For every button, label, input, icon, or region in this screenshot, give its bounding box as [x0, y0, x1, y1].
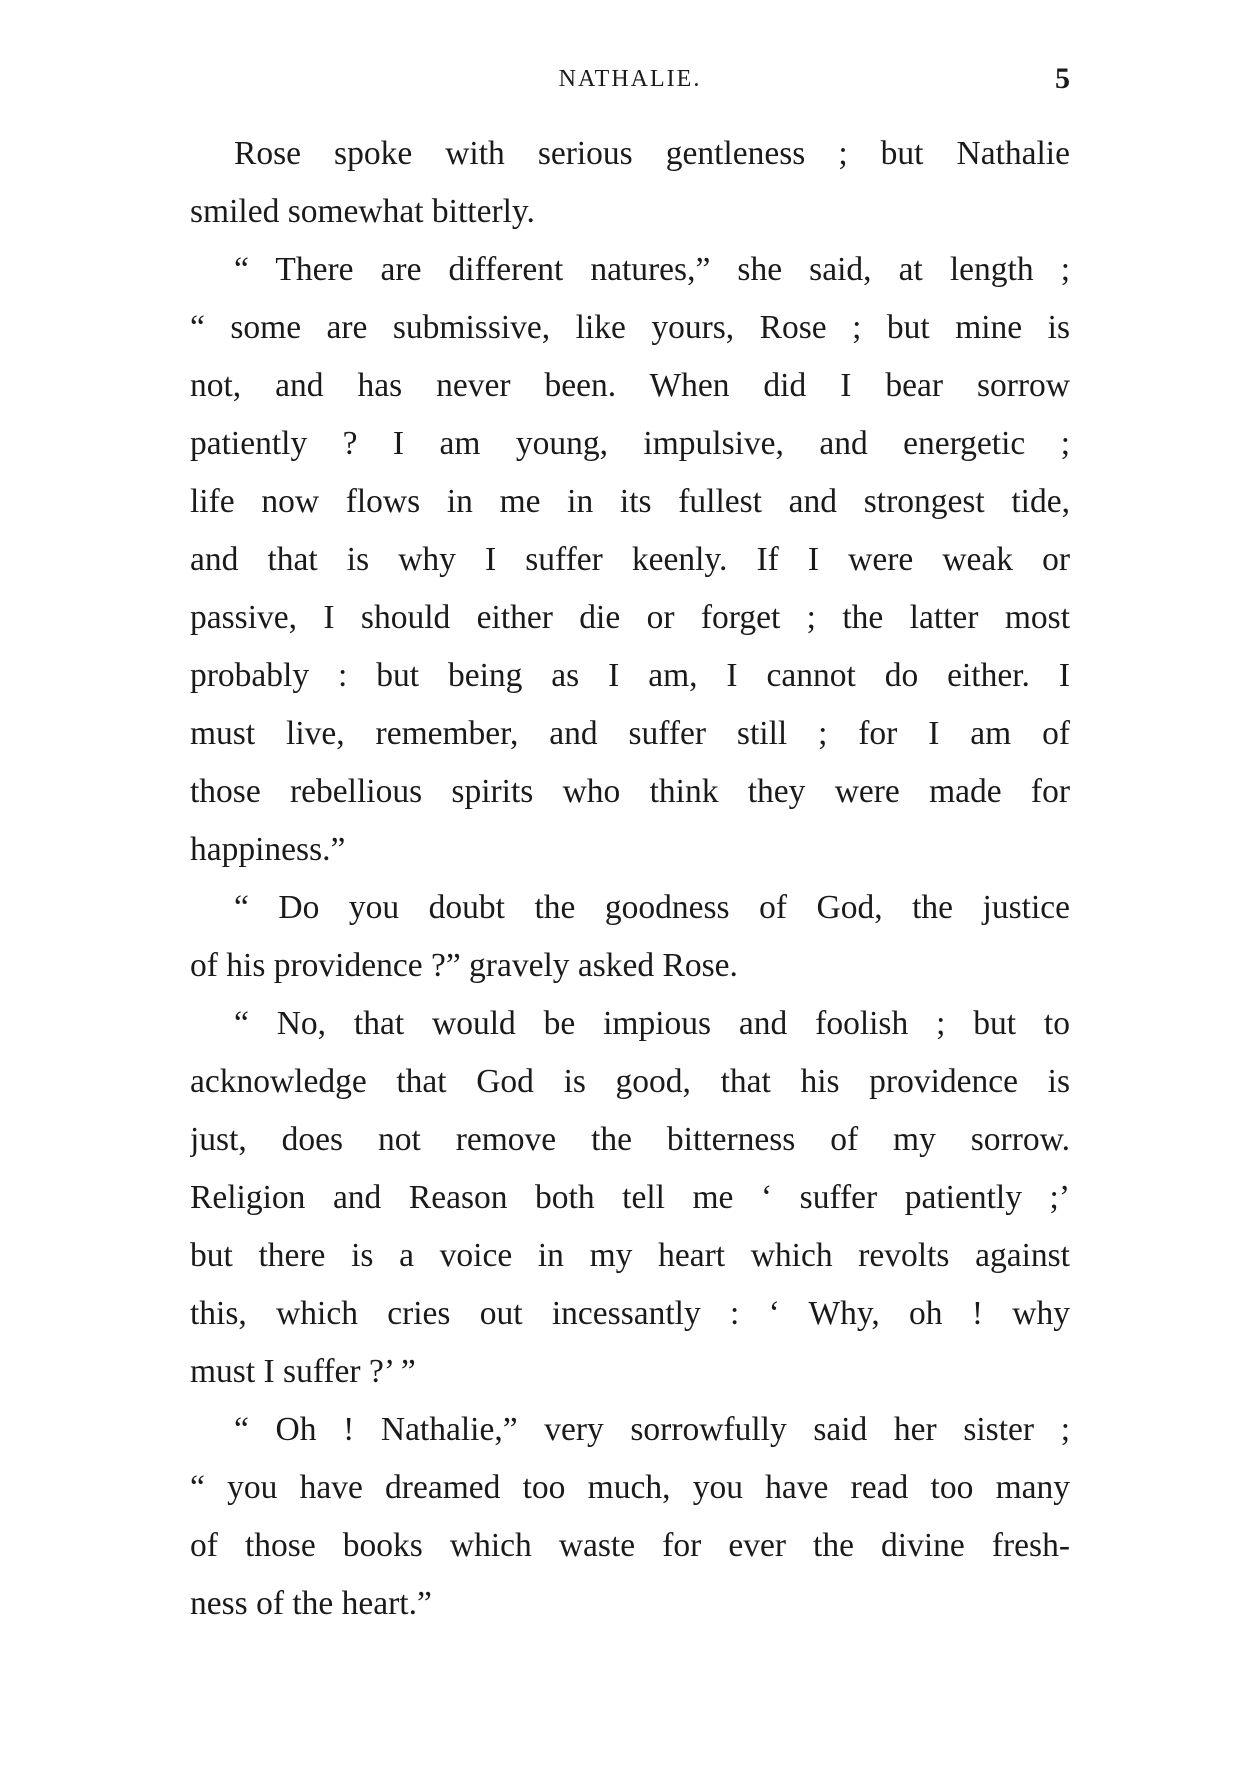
- text-line: Religion and Reason both tell me ‘ suffer patiently ;’: [190, 1179, 1070, 1216]
- text-line: Rose spoke with serious gentleness ; but Nathalie: [234, 135, 1070, 172]
- text-line: “ Do you doubt the goodness of God, the justice: [234, 889, 1070, 926]
- text-line: not, and has never been. When did I bear sorrow: [190, 367, 1070, 404]
- text-line: “ No, that would be impious and foolish ; but to: [234, 1005, 1070, 1042]
- body-text: [190, 125, 1070, 1633]
- text-line: this, which cries out incessantly : ‘ Why, oh ! why: [190, 1295, 1070, 1332]
- text-line: those rebellious spirits who think they were made for: [190, 773, 1070, 810]
- running-title: NATHALIE.: [558, 66, 702, 92]
- text-line: just, does not remove the bitterness of my sorrow.: [190, 1121, 1070, 1158]
- text-line: must I suffer ?’ ”: [190, 1353, 416, 1390]
- text-line: passive, I should either die or forget ; the latter most: [190, 599, 1070, 636]
- text-line: happiness.”: [190, 831, 346, 868]
- text-line: “ Oh ! Nathalie,” very sorrowfully said her sister ;: [234, 1411, 1070, 1448]
- text-line: patiently ? I am young, impulsive, and energetic ;: [190, 425, 1070, 462]
- text-line: and that is why I suffer keenly. If I were weak or: [190, 541, 1070, 578]
- text-line: ness of the heart.”: [190, 1585, 432, 1622]
- text-line: probably : but being as I am, I cannot do either. I: [190, 657, 1070, 694]
- text-line: “ you have dreamed too much, you have read too many: [190, 1469, 1070, 1506]
- text-line: acknowledge that God is good, that his providence is: [190, 1063, 1070, 1100]
- text-line: life now flows in me in its fullest and strongest tide,: [190, 483, 1070, 520]
- running-head: [190, 62, 1070, 102]
- text-line: “ There are different natures,” she said, at length ;: [234, 251, 1070, 288]
- text-line: “ some are submissive, like yours, Rose ; but mine is: [190, 309, 1070, 346]
- text-line: must live, remember, and suffer still ; for I am of: [190, 715, 1070, 752]
- text-line: of his providence ?” gravely asked Rose.: [190, 947, 738, 984]
- page-number: 5: [1055, 62, 1070, 95]
- text-line: of those books which waste for ever the divine fresh-: [190, 1527, 1070, 1564]
- text-line: smiled somewhat bitterly.: [190, 193, 535, 230]
- text-line: but there is a voice in my heart which revolts against: [190, 1237, 1070, 1274]
